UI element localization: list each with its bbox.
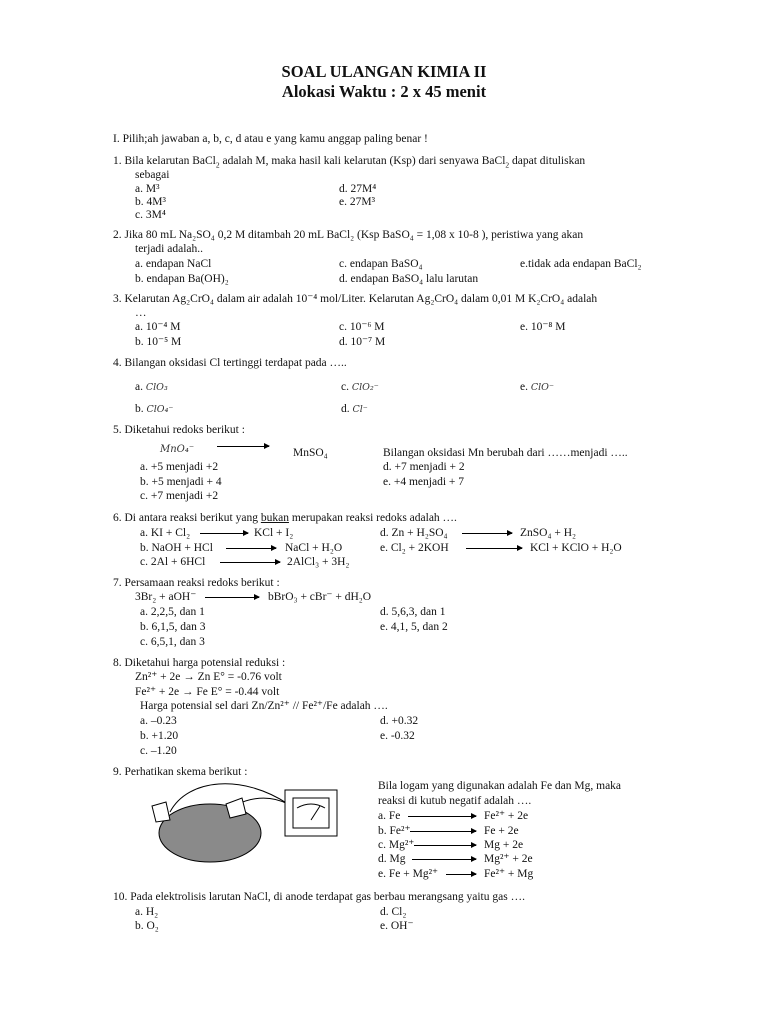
q7-products: bBrO₃ + cBr⁻ + dH₂O (268, 591, 372, 603)
q10-stem: 10. Pada elektrolisis larutan NaCl, di anode terdapat gas berbau merangsang yaitu gas …. (113, 891, 525, 903)
q9-option-d[interactable]: d. Mg (378, 853, 406, 865)
document-title: SOAL ULANGAN KIMIA II (281, 62, 487, 81)
q9-option-e-arrow (446, 874, 476, 875)
q4-option-d[interactable]: d. Cl⁻ (341, 403, 368, 415)
q7-reactants: 3Br₂ + aOH⁻ (135, 591, 197, 603)
q1-option-e[interactable]: e. 27M³ (339, 196, 376, 208)
q9-option-c-arrow (414, 845, 476, 846)
q2-option-e[interactable]: e.tidak ada endapan BaCl₂ (520, 258, 642, 270)
electrochemical-cell-diagram (148, 776, 370, 886)
q6-option-c[interactable]: c. 2Al + 6HCl (140, 556, 206, 568)
q1-stem-cont: sebagai (135, 169, 170, 181)
q2-option-b[interactable]: b. endapan Ba(OH)₂ (135, 273, 229, 285)
q9-option-b-arrow (410, 831, 476, 832)
q5-option-d[interactable]: d. +7 menjadi + 2 (383, 461, 465, 473)
q7-option-e[interactable]: e. 4,1, 5, dan 2 (380, 621, 448, 633)
q1-option-d[interactable]: d. 27M⁴ (339, 183, 377, 195)
q6-emphasis: bukan (260, 512, 289, 524)
q9-option-c-product: Mg + 2e (484, 839, 524, 851)
q4-option-a[interactable]: a. ClO₃ (135, 381, 168, 393)
q9-option-a[interactable]: a. Fe (378, 810, 401, 822)
q9-option-e[interactable]: e. Fe + Mg²⁺ (378, 868, 439, 880)
q9-question: Bila logam yang digunakan adalah Fe dan Mg, maka (378, 780, 622, 792)
q5-reaction-arrow (217, 446, 269, 447)
q5-option-c[interactable]: c. +7 menjadi +2 (140, 490, 219, 502)
q6-option-a-arrow (200, 533, 248, 534)
q6-option-c-product: 2AlCl₃ + 3H₂ (287, 556, 350, 568)
q8-stem: 8. Diketahui harga potensial reduksi : (113, 657, 286, 669)
q8-option-d[interactable]: d. +0.32 (380, 715, 419, 727)
q6-option-b[interactable]: b. NaOH + HCl (140, 542, 213, 554)
q1-stem: 1. Bila kelarutan BaCl$_2$ adalah M, maka hasil kali kelarutan (Ksp) dari senyawa BaCl$_2$ dapat dituliskan (113, 155, 586, 170)
q10-option-e[interactable]: e. OH⁻ (380, 920, 414, 932)
q6-option-c-arrow (220, 562, 280, 563)
q2-option-c[interactable]: c. endapan BaSO₄ (339, 258, 423, 270)
q6-option-a[interactable]: a. KI + Cl₂ (140, 527, 191, 539)
q9-option-b-product: Fe + 2e (484, 825, 519, 837)
q6-option-e-product: KCl + KClO + H₂O (530, 542, 622, 554)
q4-option-b[interactable]: b. ClO₄⁻ (135, 403, 174, 415)
q3-option-e[interactable]: e. 10⁻⁸ M (520, 321, 566, 333)
q2-option-a[interactable]: a. endapan NaCl (135, 258, 212, 270)
q4-option-c[interactable]: c. ClO₂⁻ (341, 381, 379, 393)
q4-stem: 4. Bilangan oksidasi Cl tertinggi terdapat pada ….. (113, 357, 347, 369)
q8-option-b[interactable]: b. +1.20 (140, 730, 179, 742)
q4-option-b-formula: ClO₄⁻ (146, 404, 174, 415)
q9-option-c[interactable]: c. Mg²⁺ (378, 839, 415, 851)
q3-stem: 3. Kelarutan Ag₂CrO₄ dalam air adalah 10⁻⁴ mol/Liter. Kelarutan Ag₂CrO₄ dalam 0,01 M K₂CrO₄ adalah (113, 293, 598, 305)
q4-option-e-formula: ClO⁻ (530, 382, 554, 393)
q6-option-a-product: KCl + I₂ (254, 527, 294, 539)
q9-option-e-product: Fe²⁺ + Mg (484, 868, 534, 880)
q7-option-d[interactable]: d. 5,6,3, dan 1 (380, 606, 446, 618)
q5-reactant: MnO₄⁻ (160, 444, 195, 455)
q7-stem: 7. Persamaan reaksi redoks berikut : (113, 577, 280, 589)
q3-option-b[interactable]: b. 10⁻⁵ M (135, 336, 182, 348)
q3-stem-cont: … (135, 307, 147, 319)
q5-option-e[interactable]: e. +4 menjadi + 7 (383, 476, 464, 488)
document-subtitle: Alokasi Waktu : 2 x 45 menit (281, 82, 487, 101)
q9-option-d-arrow (412, 859, 476, 860)
q7-reaction-arrow (205, 597, 259, 598)
q5-option-a[interactable]: a. +5 menjadi +2 (140, 461, 219, 473)
q8-reaction-zn: Zn²⁺ + 2e → Zn E° = -0.76 volt (135, 671, 282, 683)
q4-option-a-formula: ClO₃ (145, 382, 168, 393)
q6-option-d[interactable]: d. Zn + H₂SO₄ (380, 527, 448, 539)
q8-option-e[interactable]: e. -0.32 (380, 730, 415, 742)
q4-option-c-formula: ClO₂⁻ (351, 382, 379, 393)
q5-question: Bilangan oksidasi Mn berubah dari ……menjadi ….. (383, 447, 628, 459)
q6-option-b-product: NaCl + H₂O (285, 542, 343, 554)
q6-option-e[interactable]: e. Cl₂ + 2KOH (380, 542, 449, 554)
q5-stem: 5. Diketahui redoks berikut : (113, 424, 245, 436)
instruction: I. Pilih;ah jawaban a, b, c, d atau e yang kamu anggap paling benar ! (113, 133, 428, 145)
q6-option-b-arrow (226, 548, 276, 549)
q8-option-c[interactable]: c. –1.20 (140, 745, 177, 757)
q10-option-d[interactable]: d. Cl₂ (380, 906, 407, 918)
q9-option-b[interactable]: b. Fe²⁺ (378, 825, 411, 837)
q1-option-c[interactable]: c. 3M⁴ (135, 209, 166, 221)
q7-option-b[interactable]: b. 6,1,5, dan 3 (140, 621, 206, 633)
q5-product: MnSO₄ (293, 447, 328, 459)
q2-stem-cont: terjadi adalah.. (135, 243, 204, 255)
q9-option-a-arrow (408, 816, 476, 817)
q10-option-b[interactable]: b. O₂ (135, 920, 159, 932)
q9-option-a-product: Fe²⁺ + 2e (484, 810, 529, 822)
q9-option-d-product: Mg²⁺ + 2e (484, 853, 533, 865)
q10-option-a[interactable]: a. H₂ (135, 906, 159, 918)
q4-option-e[interactable]: e. ClO⁻ (520, 381, 554, 393)
q3-option-a[interactable]: a. 10⁻⁴ M (135, 321, 181, 333)
q9-stem: 9. Perhatikan skema berikut : (113, 766, 248, 778)
q6-option-e-arrow (466, 548, 522, 549)
q6-stem: 6. Di antara reaksi berikut yang bukan merupakan reaksi redoks adalah …. (113, 512, 457, 524)
q1-option-a[interactable]: a. M³ (135, 183, 160, 195)
q1-option-b[interactable]: b. 4M³ (135, 196, 166, 208)
q3-option-c[interactable]: c. 10⁻⁶ M (339, 321, 385, 333)
q2-option-d[interactable]: d. endapan BaSO₄ lalu larutan (339, 273, 479, 285)
q6-option-d-arrow (462, 533, 512, 534)
q8-question: Harga potensial sel dari Zn/Zn²⁺ // Fe²⁺/Fe adalah …. (140, 700, 388, 712)
q5-option-b[interactable]: b. +5 menjadi + 4 (140, 476, 222, 488)
q8-reaction-fe: Fe²⁺ + 2e → Fe E° = -0.44 volt (135, 686, 280, 698)
q4-option-d-formula: Cl⁻ (352, 404, 368, 415)
q7-option-a[interactable]: a. 2,2,5, dan 1 (140, 606, 205, 618)
q2-stem: 2. Jika 80 mL Na₂SO₄ 0,2 M ditambah 20 mL BaCl₂ (Ksp BaSO₄ = 1,08 x 10-8 ), peristiwa yang akan (113, 229, 584, 241)
q9-question-cont: reaksi di kutub negatif adalah …. (378, 795, 532, 807)
q8-option-a[interactable]: a. –0.23 (140, 715, 177, 727)
q3-option-d[interactable]: d. 10⁻⁷ M (339, 336, 386, 348)
q6-option-d-product: ZnSO₄ + H₂ (520, 527, 577, 539)
q7-option-c[interactable]: c. 6,5,1, dan 3 (140, 636, 205, 648)
